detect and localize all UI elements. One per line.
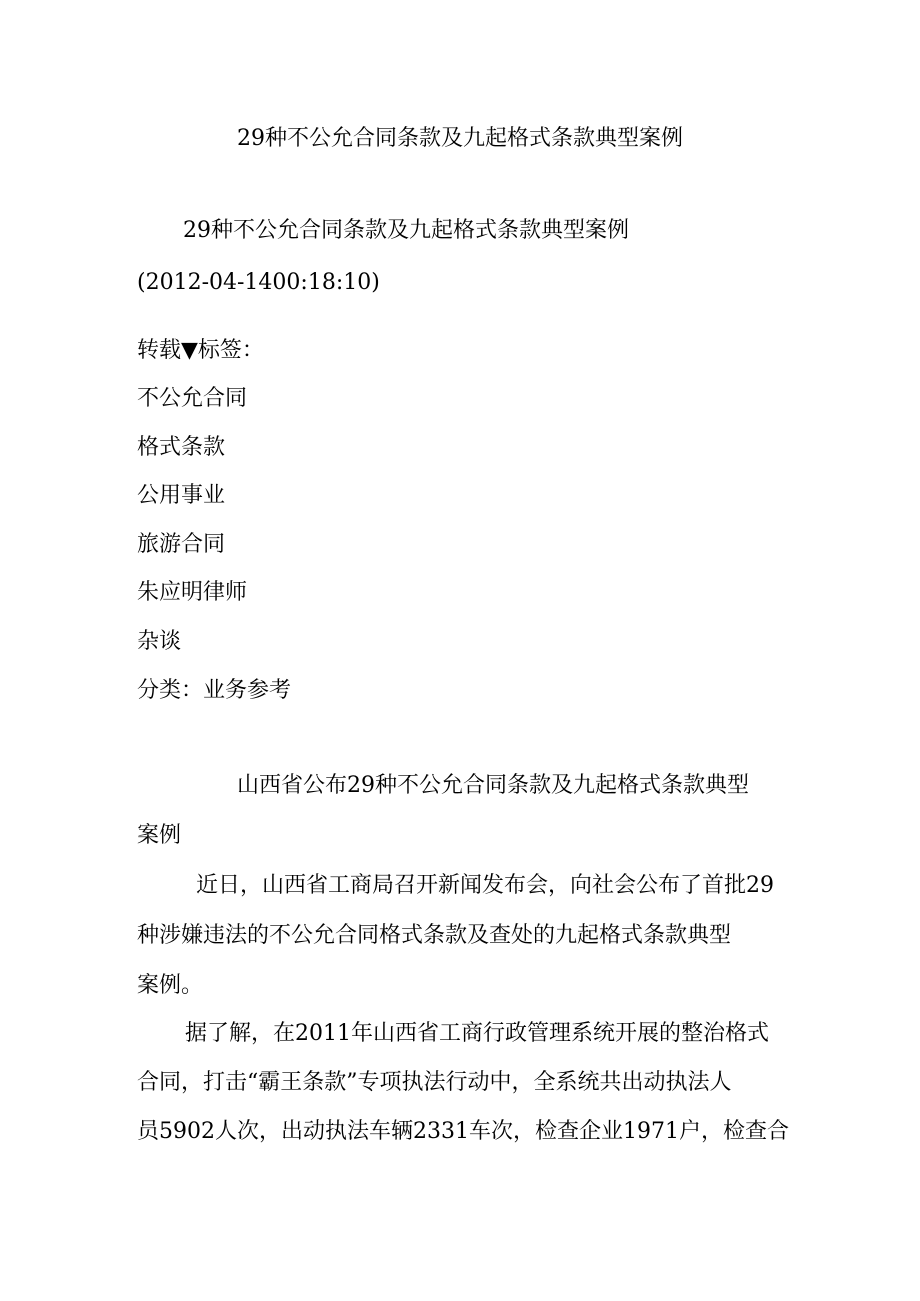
post-date: (2012-04-1400:18:10)	[137, 270, 380, 295]
tags-label: 转载▼标签：	[137, 338, 264, 363]
paragraph-line: 种涉嫌违法的不公允合同格式条款及查处的九起格式条款典型	[137, 923, 732, 948]
page-title: 29种不公允合同条款及九起格式条款典型案例	[237, 126, 683, 151]
paragraph-line: 案例。	[137, 973, 204, 998]
tag-link[interactable]: 公用事业	[137, 483, 226, 508]
tag-link[interactable]: 旅游合同	[137, 532, 226, 557]
paragraph-line: 近日，山西省工商局召开新闻发布会，向社会公布了首批29	[196, 873, 774, 898]
tag-link[interactable]: 朱应明律师	[137, 580, 248, 605]
paragraph-line: 合同，打击“霸王条款”专项执法行动中，全系统共出动执法人	[137, 1070, 732, 1095]
category-label: 分类：业务参考	[137, 678, 292, 703]
article-heading-line: 案例	[137, 823, 182, 848]
paragraph-line: 员5902人次，出动执法车辆2331车次，检查企业1971户，检查合	[137, 1119, 789, 1144]
tag-link[interactable]: 格式条款	[137, 435, 226, 460]
article-heading-line: 山西省公布29种不公允合同条款及九起格式条款典型	[237, 773, 749, 798]
tag-link[interactable]: 杂谈	[137, 629, 182, 654]
tag-link[interactable]: 不公允合同	[137, 386, 248, 411]
article-title: 29种不公允合同条款及九起格式条款典型案例	[183, 218, 629, 243]
paragraph-line: 据了解，在2011年山西省工商行政管理系统开展的整治格式	[185, 1021, 769, 1046]
